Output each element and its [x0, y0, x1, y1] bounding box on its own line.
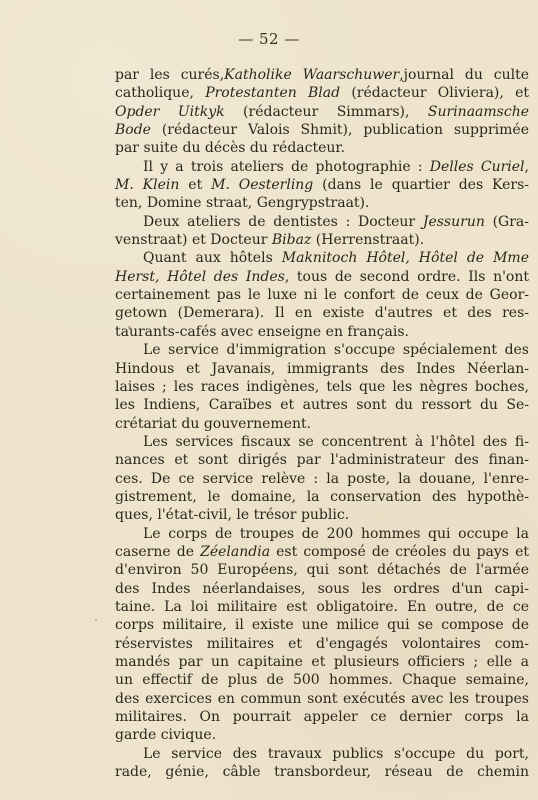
- text-segment: ,: [524, 158, 529, 175]
- italic-text: Surinaamsche: [427, 103, 529, 120]
- body-text: [115, 66, 529, 781]
- text-segment: des Indes néerlandaises, sous les ordres d'un capi-: [115, 580, 529, 597]
- text-segment: taurants-cafés avec enseigne en français.: [115, 323, 409, 340]
- text-segment: Il y a trois ateliers de photographie :: [143, 158, 430, 175]
- text-line: [115, 286, 529, 304]
- text-segment: certainement pas le luxe ni le confort de ceux de Geor-: [115, 287, 529, 304]
- text-line: [115, 66, 529, 84]
- text-line: [115, 763, 529, 781]
- text-line: [115, 176, 529, 194]
- italic-text: Jessurun: [422, 213, 485, 230]
- text-segment: d'environ 50 Européens, qui sont détachés de l'armée: [115, 562, 529, 579]
- text-segment: un effectif de plus de 500 hommes. Chaque semaine,: [115, 672, 529, 689]
- text-line: [115, 671, 529, 689]
- text-segment: réservistes militaires et d'engagés volontaires com-: [115, 635, 529, 652]
- text-segment: par suite du décès du rédacteur.: [115, 140, 346, 157]
- text-line: [115, 451, 529, 469]
- text-segment: laises ; les races indigènes, tels que les nègres boches,: [115, 378, 529, 395]
- text-line: [115, 268, 529, 286]
- text-segment: catholique,: [115, 85, 206, 102]
- text-line: [115, 84, 529, 102]
- italic-text: M. Klein: [115, 177, 180, 194]
- italic-text: Katholike Waarschuwer: [224, 67, 400, 83]
- text-segment: Deux ateliers de dentistes : Docteur: [143, 213, 423, 230]
- text-line: [115, 103, 529, 121]
- text-line: [115, 249, 529, 267]
- text-segment: ten, Domine straat, Gengrypstraat).: [115, 195, 370, 212]
- text-segment: des exercices en commun sont exécutés avec les troupes: [115, 690, 529, 707]
- text-line: [115, 323, 529, 341]
- italic-text: M. Oesterling: [211, 177, 314, 194]
- text-segment: (Herrenstraat).: [311, 232, 425, 249]
- text-segment: par les curés,: [115, 67, 225, 83]
- text-line: [115, 231, 529, 249]
- text-segment: getown (Demerara). Il en existe d'autres et des res-: [115, 305, 529, 322]
- text-segment: corps militaire, il existe une milice qui se compose de: [115, 617, 529, 634]
- text-segment: (dans le quartier des Kers-: [313, 177, 529, 194]
- text-segment: garde civique.: [115, 727, 217, 744]
- text-line: [115, 213, 529, 231]
- text-segment: ,journal du culte: [399, 67, 529, 83]
- italic-text: Bode: [115, 122, 151, 139]
- text-line: [115, 580, 529, 598]
- text-segment: Les services fiscaux se concentrent à l'hôtel des fi-: [143, 433, 529, 450]
- text-segment: Le service des travaux publics s'occupe du port,: [143, 745, 529, 762]
- text-segment: (rédacteur Valois Shmit), publication supprimée: [150, 122, 529, 139]
- text-line: [115, 561, 529, 579]
- text-line: [115, 194, 529, 212]
- text-segment: crétariat du gouvernement.: [115, 415, 312, 432]
- text-segment: Le corps de troupes de 200 hommes qui occupe la: [143, 525, 529, 542]
- text-line: [115, 378, 529, 396]
- italic-text: Opder Uitkyk: [115, 103, 225, 120]
- italic-text: Maknitoch Hôtel, Hôtel de Mme: [281, 250, 529, 267]
- text-line: [115, 708, 529, 726]
- text-segment: Le service d'immigration s'occupe spécialement des: [143, 342, 529, 359]
- text-segment: militaires. On pourrait appeler ce dernier corps la: [115, 709, 529, 726]
- text-segment: , tous de second ordre. Ils n'ont: [284, 268, 530, 285]
- text-line: [115, 360, 529, 378]
- text-line: [115, 525, 529, 543]
- text-line: [115, 506, 529, 524]
- ink-speck: [128, 326, 131, 329]
- text-segment: mandés par un capitaine et plusieurs officiers ; elle a: [115, 654, 529, 670]
- text-line: [115, 396, 529, 414]
- text-segment: nances et sont dirigés par l'administrateur des finan-: [115, 452, 529, 469]
- text-segment: est composé de créoles du pays et: [270, 543, 529, 560]
- text-segment: Quant aux hôtels: [143, 250, 282, 267]
- text-line: [115, 415, 529, 433]
- italic-text: Delles Curiel: [429, 158, 525, 175]
- text-segment: rade, génie, câble transbordeur, réseau de chemin: [115, 764, 529, 781]
- text-segment: et: [179, 177, 212, 194]
- text-segment: gistrement, le domaine, la conservation des hypothè-: [115, 488, 529, 505]
- italic-text: Protestanten Blad: [205, 85, 341, 102]
- text-segment: Hindous et Javanais, immigrants des Indes Néerlan-: [115, 360, 529, 377]
- italic-text: Herst, Hôtel des Indes: [115, 268, 285, 285]
- text-line: [115, 653, 529, 671]
- text-line: [115, 158, 529, 176]
- text-line: [115, 341, 529, 359]
- text-line: [115, 433, 529, 451]
- text-segment: les Indiens, Caraïbes et autres sont du ressort du Se-: [115, 397, 529, 414]
- text-line: [115, 745, 529, 763]
- text-segment: venstraat) et Docteur: [115, 232, 272, 249]
- text-segment: (Gra-: [484, 213, 529, 230]
- text-line: [115, 635, 529, 653]
- text-segment: (rédacteur Simmars),: [224, 103, 428, 120]
- text-line: [115, 470, 529, 488]
- text-segment: (rédacteur Oliviera), et: [340, 85, 530, 102]
- text-segment: taine. La loi militaire est obligatoire. En outre, de ce: [115, 598, 529, 615]
- text-segment: ques, l'état-civil, le trésor public.: [115, 507, 350, 524]
- text-line: [115, 616, 529, 634]
- page-number: — 52 —: [238, 30, 300, 48]
- text-line: [115, 690, 529, 708]
- text-line: [115, 121, 529, 139]
- text-line: [115, 598, 529, 616]
- text-line: [115, 488, 529, 506]
- text-segment: caserne de: [115, 543, 201, 560]
- italic-text: Bibaz: [271, 232, 312, 249]
- text-segment: ces. De ce service relève : la poste, la douane, l'enre-: [115, 470, 529, 487]
- italic-text: Zéelandia: [200, 543, 271, 560]
- ink-speck: [95, 619, 97, 621]
- text-line: [115, 304, 529, 322]
- text-line: [115, 726, 529, 744]
- text-line: [115, 543, 529, 561]
- text-line: [115, 139, 529, 157]
